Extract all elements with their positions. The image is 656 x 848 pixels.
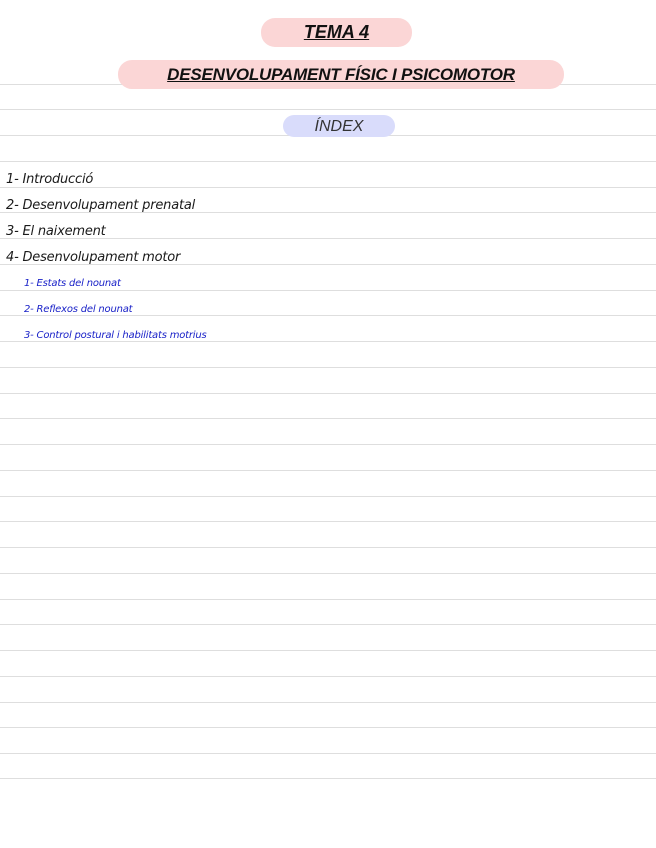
page-subtitle: DESENVOLUPAMENT FÍSIC I PSICOMOTOR: [118, 60, 564, 89]
page-title: TEMA 4: [261, 18, 412, 47]
rule-line: [0, 367, 656, 368]
rule-line: [0, 109, 656, 110]
rule-line: [0, 521, 656, 522]
rule-line: [0, 496, 656, 497]
index-item-naixement: 3- El naixement: [6, 224, 106, 239]
rule-line: [0, 187, 656, 188]
rule-line: [0, 315, 656, 316]
rule-line: [0, 624, 656, 625]
rule-line: [0, 418, 656, 419]
index-subitem-estats-nounat: 1- Estats del nounat: [24, 278, 121, 289]
rule-line: [0, 650, 656, 651]
index-subitem-reflexos-nounat: 2- Reflexos del nounat: [24, 304, 133, 315]
rule-line: [0, 444, 656, 445]
rule-line: [0, 341, 656, 342]
rule-line: [0, 753, 656, 754]
index-item-desenvolupament-prenatal: 2- Desenvolupament prenatal: [6, 198, 196, 213]
rule-line: [0, 161, 656, 162]
index-heading: ÍNDEX: [283, 115, 395, 137]
rule-line: [0, 599, 656, 600]
index-item-introduccio: 1- Introducció: [6, 172, 94, 187]
rule-line: [0, 290, 656, 291]
rule-line: [0, 470, 656, 471]
rule-line: [0, 676, 656, 677]
index-item-desenvolupament-motor: 4- Desenvolupament motor: [6, 250, 181, 265]
rule-line: [0, 393, 656, 394]
rule-line: [0, 547, 656, 548]
rule-line: [0, 778, 656, 779]
rule-line: [0, 573, 656, 574]
rule-line: [0, 702, 656, 703]
index-subitem-control-postural: 3- Control postural i habilitats motrius: [24, 330, 207, 341]
rule-line: [0, 727, 656, 728]
